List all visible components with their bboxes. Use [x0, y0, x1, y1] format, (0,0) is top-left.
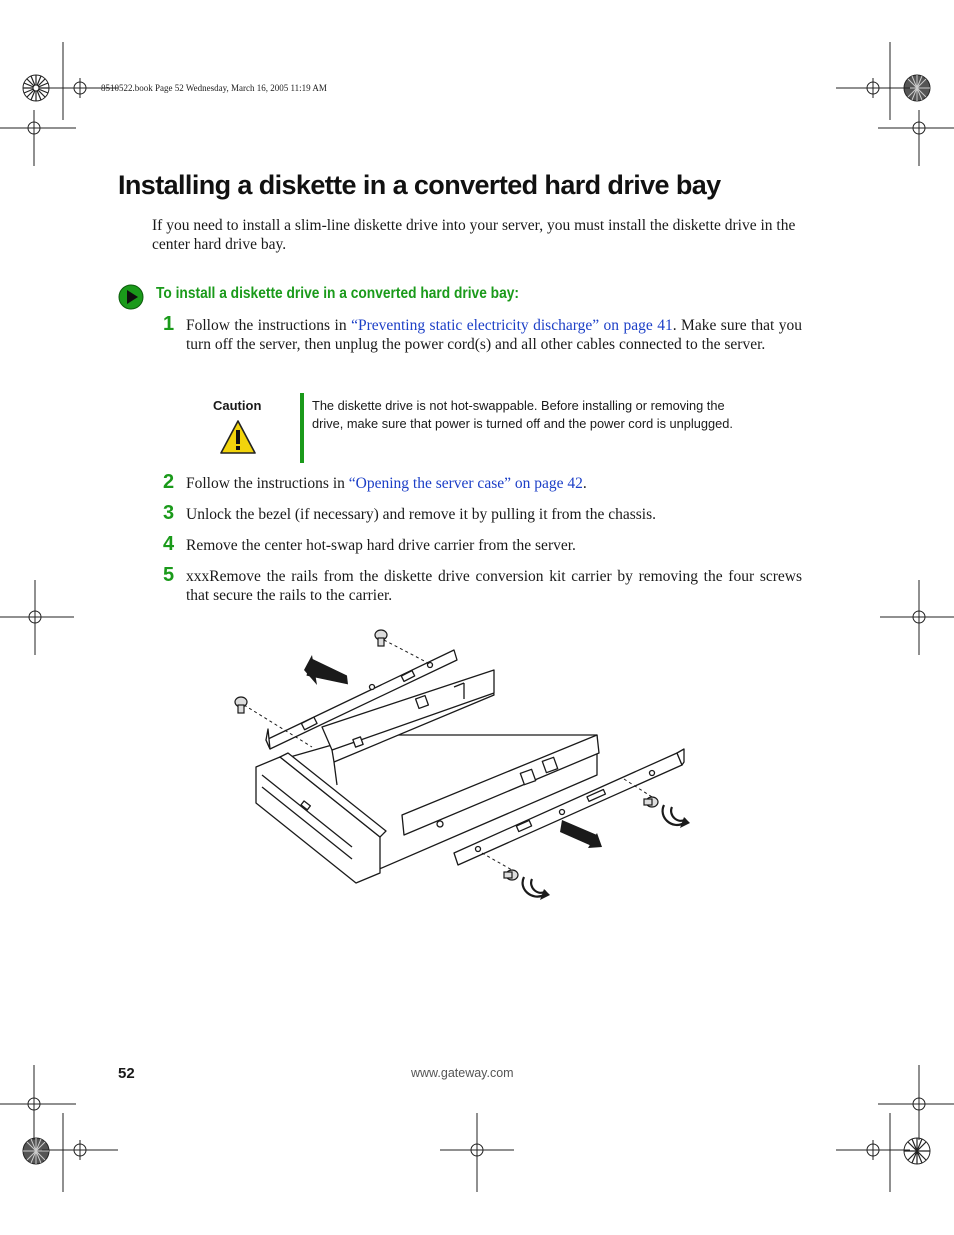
- step-text: [186, 474, 802, 493]
- page-title: Installing a diskette in a converted hard drive bay: [118, 170, 721, 200]
- diskette-carrier-rail-removal-illustration: [232, 625, 692, 910]
- step-number: 1: [163, 313, 175, 335]
- caution-text: The diskette drive is not hot-swappable. Before installing or removing the drive, make sure that power is turned off and the power cord is unplugged.: [312, 398, 733, 431]
- green-play-arrow-icon: [118, 284, 144, 310]
- page-number: 52: [118, 1065, 135, 1082]
- caution-divider: [300, 393, 304, 463]
- step-text: Unlock the bezel (if necessary) and remove it by pulling it from the chassis.: [186, 506, 657, 523]
- step-text-part: Follow the instructions in: [186, 317, 352, 334]
- footer-url[interactable]: www.gateway.com: [411, 1066, 514, 1080]
- step-number: 5: [163, 564, 175, 586]
- step-number: 3: [163, 502, 175, 524]
- step-text-part: Follow the instructions in: [186, 475, 349, 492]
- caution-label: Caution: [213, 398, 262, 413]
- warning-triangle-icon: [219, 419, 257, 455]
- step-number: 4: [163, 533, 175, 555]
- step-text: [186, 316, 802, 354]
- step-text: Remove the center hot-swap hard drive carrier from the server.: [186, 537, 576, 554]
- static-discharge-link[interactable]: “Preventing static electricity discharge” on page 41: [351, 317, 673, 334]
- step-text-part: .: [582, 475, 587, 492]
- print-stamp: 8510522.book Page 52 Wednesday, March 16, 2005 11:19 AM: [101, 83, 327, 93]
- step-text: xxxRemove the rails from the diskette drive conversion kit carrier by removing the four screws that secure the rails to the carrier.: [186, 568, 802, 604]
- procedure-heading: To install a diskette drive in a converted hard drive bay:: [156, 285, 519, 302]
- opening-case-link[interactable]: “Opening the server case” on page 42: [348, 475, 583, 492]
- intro-paragraph: If you need to install a slim-line diskette drive into your server, you must install the diskette drive in the center hard drive bay.: [152, 217, 796, 253]
- step-text-part: . Make sure that you turn off the server, then unplug the power cord(s) and all other cables connected to the server.: [186, 317, 802, 353]
- step-number: 2: [163, 471, 175, 493]
